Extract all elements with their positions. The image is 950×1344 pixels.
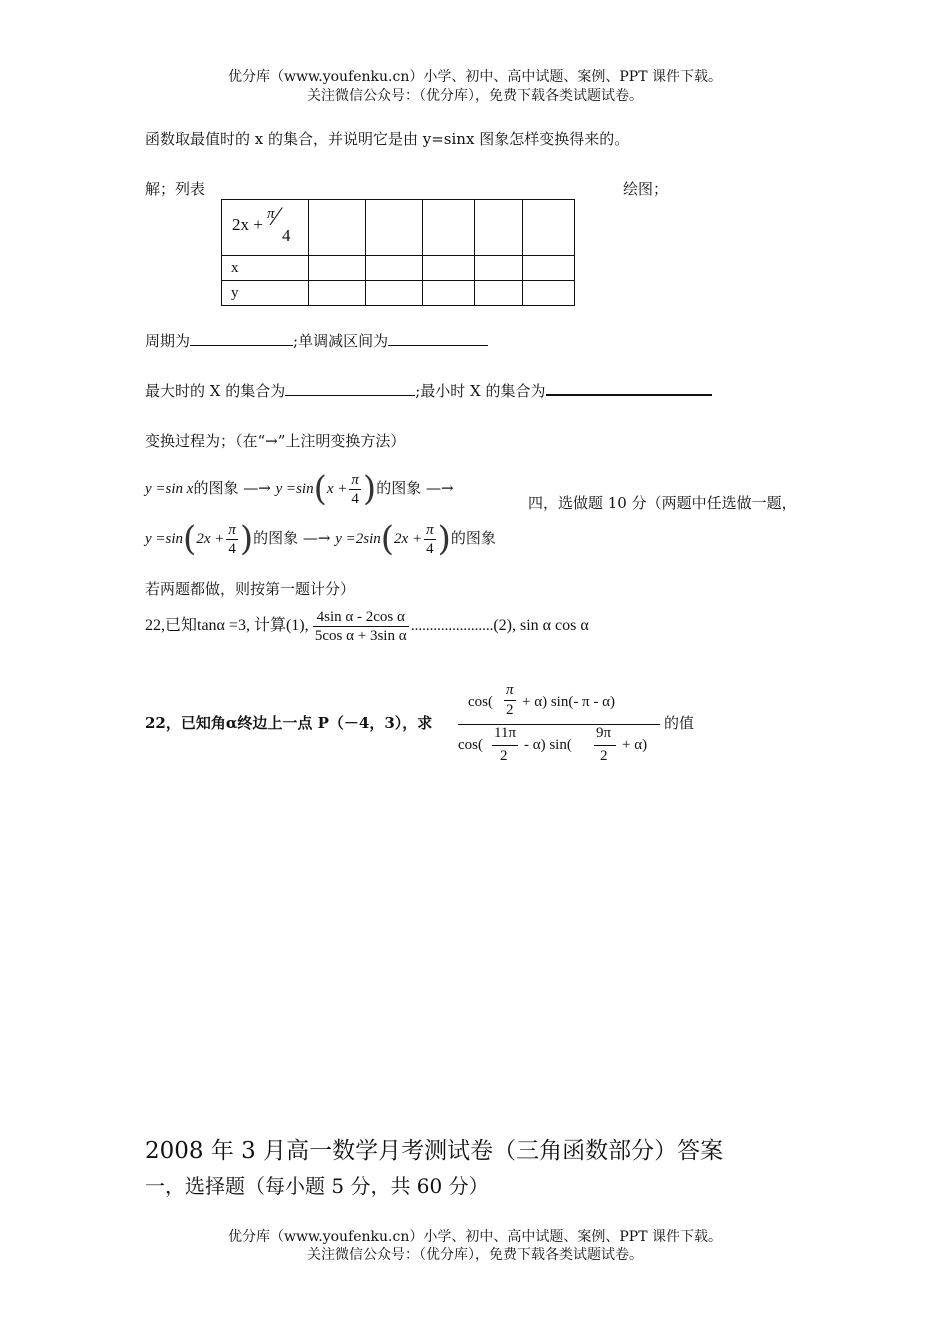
- table-cell: [523, 256, 575, 281]
- footer-line-2: 关注微信公众号：（优分库），免费下载各类试题试卷。: [307, 1247, 643, 1263]
- max-set-blank[interactable]: [285, 381, 415, 396]
- list-label: 解；列表: [145, 180, 206, 198]
- table-cell: [423, 256, 475, 281]
- table-header-2x-pi4: 2x + π ⁄ 4: [222, 200, 309, 256]
- question-22-b-suffix: 的值: [664, 714, 695, 732]
- question-22-b-fraction: cos( π 2 + α) sin(- π - α) cos( 11π 2 - α) sin( 9π 2 + α): [458, 682, 660, 771]
- elective-text-2: 若两题都做，则按第一题计分）: [145, 580, 356, 598]
- table-cell: [523, 281, 575, 306]
- extrema-line: 最大时的 X 的集合为 ;最小时 X 的集合为: [145, 380, 712, 401]
- transform-line-2: y =sin(2x + $\frac{\pi}{4}$ )的图象 —→ y =2sin(2x + $\frac{\pi}{4}$ )的图象: [145, 519, 496, 559]
- answer-title: 2008 年 3 月高一数学月考测试卷（三角函数部分）答案: [145, 1138, 724, 1164]
- value-table: [221, 199, 575, 306]
- transform-title: 变换过程为；（在“→”上注明变换方法）: [145, 432, 406, 450]
- table-header-y: y: [222, 281, 309, 306]
- table-cell: [366, 256, 423, 281]
- table-cell: [423, 200, 475, 256]
- question-22-b-prefix: 22，已知角α终边上一点 P（－4，3），求: [145, 714, 433, 732]
- period-blank[interactable]: [190, 331, 293, 346]
- header-line-2: 关注微信公众号：（优分库），免费下载各类试题试卷。: [307, 88, 643, 104]
- table-cell: [309, 281, 366, 306]
- table-cell: [523, 200, 575, 256]
- footer-line-1: 优分库（www.youfenku.cn）小学、初中、高中试题、案例、PPT 课件下载。: [227, 1229, 722, 1245]
- table-cell: [366, 281, 423, 306]
- question-22-a: 22,已知tanα =3, 计算(1), $\frac{\text{4sin α - 2cos α}}{\text{5cos α + 3sin α}}$ ......................(2), sin α cos α: [145, 608, 589, 644]
- min-set-blank[interactable]: [546, 380, 712, 396]
- intro-text: 函数取最值时的 x 的集合，并说明它是由 y=sinx 图象怎样变换得来的。: [145, 130, 630, 148]
- table-cell: [475, 256, 523, 281]
- transform-line-1: y =sin x的图象 —→ y =sin(x + $\frac{\pi}{4}$ )的图象 —→: [145, 469, 454, 509]
- period-line: 周期为 ;单调减区间为: [145, 330, 488, 351]
- answer-section-1: 一，选择题（每小题 5 分，共 60 分）: [145, 1174, 489, 1198]
- table-cell: [366, 200, 423, 256]
- table-cell: [475, 200, 523, 256]
- table-cell: [423, 281, 475, 306]
- draw-label: 绘图；: [623, 180, 669, 198]
- header-line-1: 优分库（www.youfenku.cn）小学、初中、高中试题、案例、PPT 课件下载。: [227, 69, 722, 85]
- table-cell: [309, 200, 366, 256]
- table-cell: [475, 281, 523, 306]
- table-header-x: x: [222, 256, 309, 281]
- decreasing-blank[interactable]: [388, 331, 488, 346]
- elective-text: 四，选做题 10 分（两题中任选做一题，: [528, 494, 797, 512]
- table-cell: [309, 256, 366, 281]
